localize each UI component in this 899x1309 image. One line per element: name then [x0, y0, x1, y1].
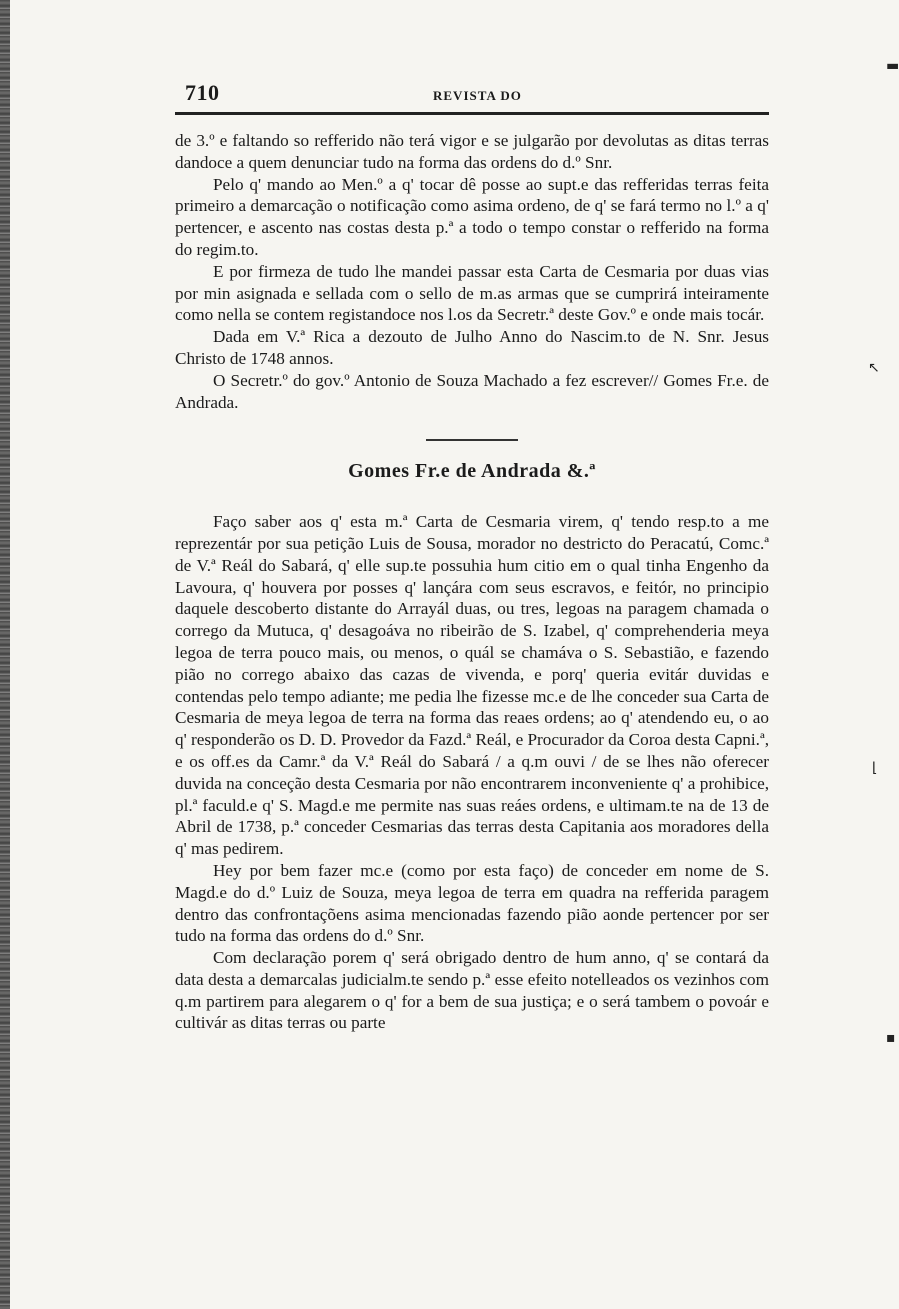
- scan-binding-edge: [0, 0, 10, 1309]
- paragraph: Dada em V.ª Rica a dezouto de Julho Anno do Nascim.to de N. Snr. Jesus Christo de 1748 annos.: [175, 327, 769, 368]
- paragraph: Com declaração porem q' será obrigado dentro de hum anno, q' se contará da data desta a demarcalas judicialm.te sendo p.ª esse efeito notelleados os vezinhos com q.m partirem para alegarem o q' for a bem de sua justiça; e o será tambem o povoár e cultivár as ditas terras ou parte: [175, 948, 769, 1033]
- body-text: [175, 130, 769, 1034]
- header-rule: [175, 112, 769, 115]
- section-heading: Gomes Fr.e de Andrada &.ª: [348, 460, 596, 483]
- margin-tick-mark: ⌊: [872, 760, 878, 776]
- page-number: 710: [185, 80, 220, 105]
- paragraph: Hey por bem fazer mc.e (como por esta faço) de conceder em nome de S. Magd.e do d.º Luiz de Souza, meya legoa de terra em quadra na refferida paragem dentro das confrontaçõens asima mencionadas fazendo pião aonde pertencer por ser tudo na forma das ordens do d.º Snr.: [175, 860, 769, 946]
- book-page: [175, 78, 769, 1033]
- paragraph: Pelo q' mando ao Men.º a q' tocar dê posse ao supt.e das refferidas terras feita primeiro a demarcação o notificação como asima ordeno, de q' se fará termo no l.º a q' pertencer, e ascento nas costas desta p.ª a todo o tempo constar o refferido na forma do regim.to.: [175, 174, 769, 259]
- running-head: REVISTA DO: [433, 88, 522, 103]
- paragraph: Faço saber aos q' esta m.ª Carta de Cesmaria virem, q' tendo resp.to a me reprezentár por sua petição Luis de Sousa, morador no destricto do Peracatú, Comc.ª de V.ª Reál do Sabará, q' elle sup.te possuhia hum citio em o qual tinha Engenho da Lavoura, q' houvera por posses q' lançára com seus escravos, e feitór, no principio daquele descoberto distante do Arrayál duas, ou tres, legoas na paragem chamada o corrego da Mutuca, q' desagoáva no ribeirão de S. Izabel, q' comprehenderia meya legoa de terra pouco mais, ou menos, o quál se chamáva o S. Sebastião, e fazendo pião no corrego abaixo das cazas de vivenda, e porq' queria evitár duvidas e contendas pelo tempo adiante; me pedia lhe fizesse mc.e de lhe conceder sua Carta de Cesmaria de meya legoa de terra na forma das reaes ordens; ao q' atendendo eu, o ao q' responderão os D. D. Provedor da Fazd.ª Reál, e Procurador da Coroa desta Capni.ª, e os off.es da Camr.ª da V.ª Reál do Sabará / a q.m ouvi / de se lhes não oferecer duvida na conceção desta Cesmaria por não encontrarem inconveniente q' a prohibice, pl.ª faculd.e q' S. Magd.e me permite nas suas reáes ordens, e ultimam.te na de 13 de Abril de 1738, p.ª conceder Cesmarias das terras desta Capitania aos moradores della q' mas pedirem.: [175, 512, 769, 859]
- paragraph: O Secretr.º do gov.º Antonio de Souza Machado a fez escrever// Gomes Fr.e. de Andrada.: [175, 370, 769, 412]
- section-divider: [426, 439, 518, 441]
- paragraph: E por firmeza de tudo lhe mandei passar esta Carta de Cesmaria por duas vias por min asignada e sellada com o sello de m.as armas que se cumprirá inteiramente como nella se contem registandoce nos l.os da Secretr.ª deste Gov.º e onde mais tocár.: [175, 261, 769, 325]
- margin-dot-mark: ▪: [886, 1030, 896, 1046]
- margin-dash-mark: ▬: [886, 58, 899, 74]
- paragraph: de 3.º e faltando so refferido não terá vigor e se julgarão por devolutas as ditas terras dandoce a quem denunciar tudo na forma das ordens do d.º Snr.: [175, 131, 769, 172]
- page-header: [175, 78, 769, 110]
- margin-arrow-mark: ↖: [868, 360, 880, 376]
